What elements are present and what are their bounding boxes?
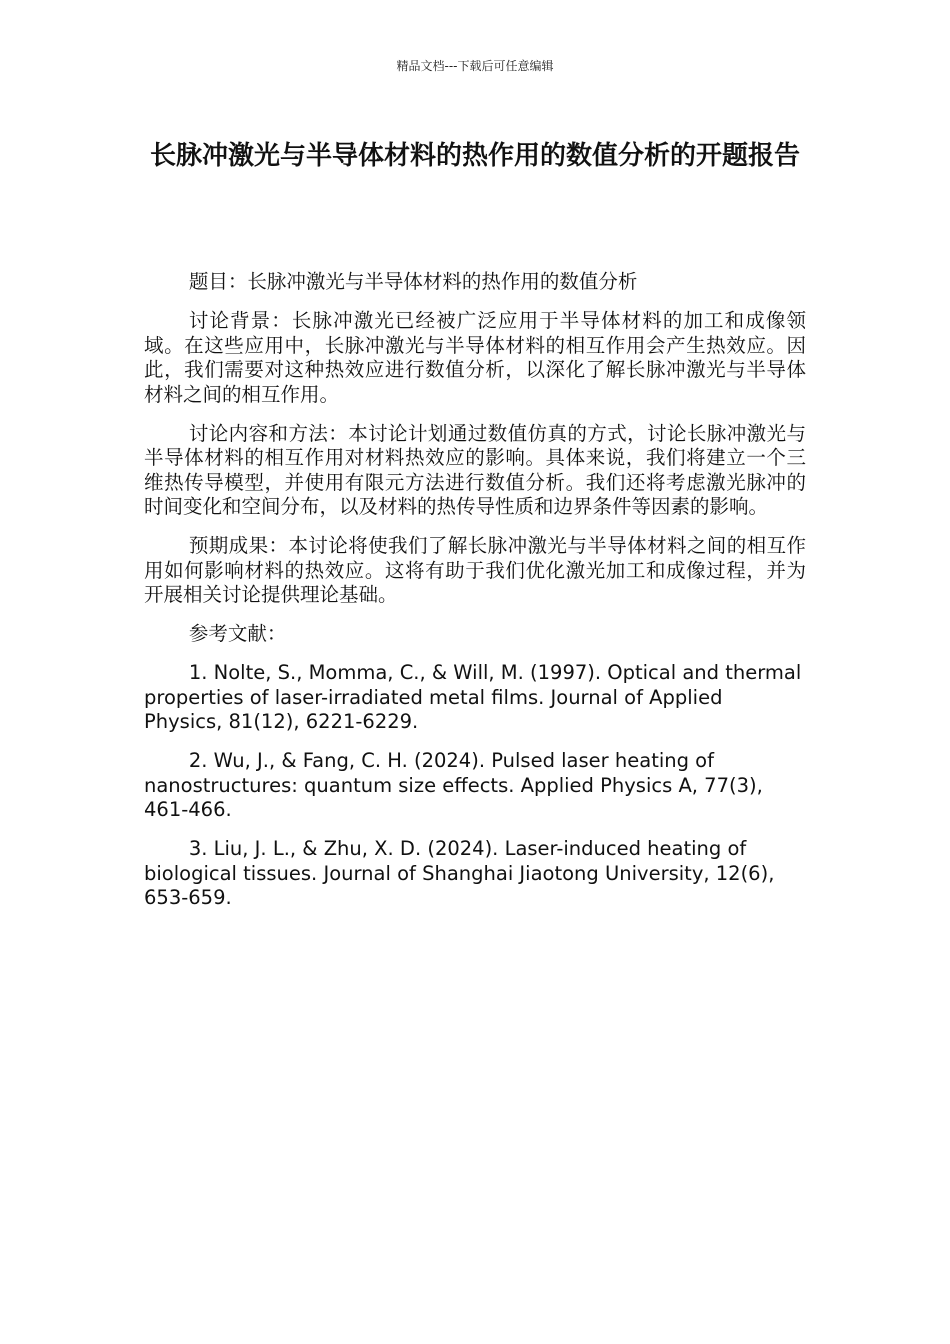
outcomes-paragraph: 预期成果：本讨论将使我们了解长脉冲激光与半导体材料之间的相互作用如何影响材料的热效应。这将有助于我们优化激光加工和成像过程，并为开展相关讨论提供理论基础。 [144, 534, 806, 606]
header-note: 精品文档---下载后可任意编辑 [396, 59, 554, 73]
references-heading: 参考文献： [188, 622, 287, 645]
reference-item: 2. Wu, J., & Fang, C. H. (2024). Pulsed laser heating of nanostructures: quantum size effects. Applied Physics A, 77(3), 461-466. [144, 749, 763, 821]
document-title: 长脉冲激光与半导体材料的热作用的数值分析的开题报告 [149, 141, 800, 171]
topic-paragraph: 题目：长脉冲激光与半导体材料的热作用的数值分析 [188, 270, 638, 293]
methods-paragraph: 讨论内容和方法：本讨论计划通过数值仿真的方式，讨论长脉冲激光与半导体材料的相互作用对材料热效应的影响。具体来说，我们将建立一个三维热传导模型，并使用有限元方法进行数值分析。我们还将考虑激光脉冲的时间变化和空间分布，以及材料的热传导性质和边界条件等因素的影响。 [144, 421, 806, 518]
reference-item: 3. Liu, J. L., & Zhu, X. D. (2024). Laser-induced heating of biological tissues. Journal of Shanghai Jiaotong University, 12(6), 653-659. [144, 837, 775, 909]
background-paragraph: 讨论背景：长脉冲激光已经被广泛应用于半导体材料的加工和成像领域。在这些应用中，长脉冲激光与半导体材料的相互作用会产生热效应。因此，我们需要对这种热效应进行数值分析，以深化了解长脉冲激光与半导体材料之间的相互作用。 [144, 309, 806, 406]
reference-item: 1. Nolte, S., Momma, C., & Will, M. (1997). Optical and thermal properties of laser-irradiated metal films. Journal of Applied Physics, 81(12), 6221-6229. [144, 661, 802, 733]
document-body [144, 270, 806, 925]
